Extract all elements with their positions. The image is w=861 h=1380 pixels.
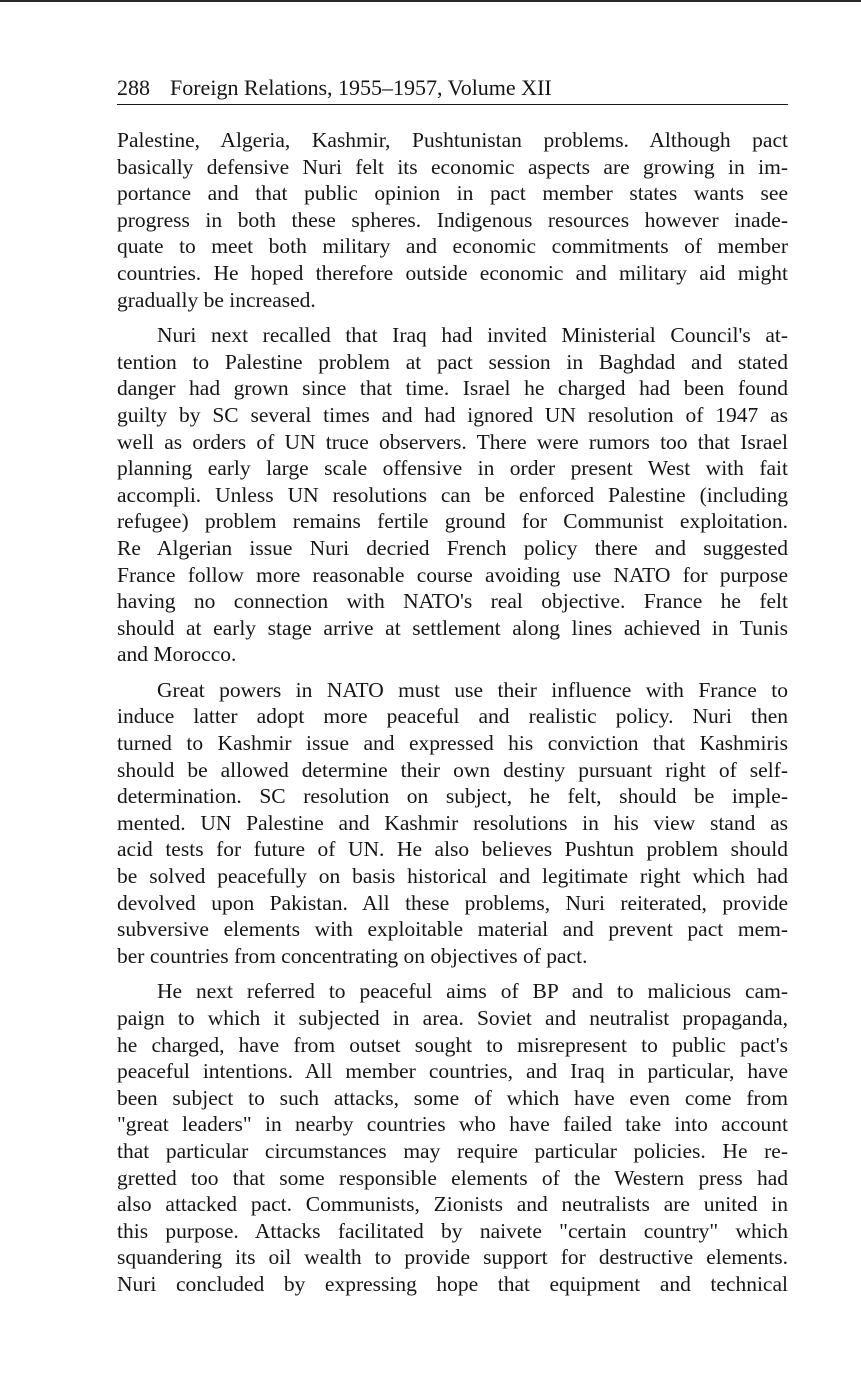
text-line: well as orders of UN truce observers. There were rumors too that Israel xyxy=(117,429,788,454)
text-line: progress in both these spheres. Indigenous resources however inade- xyxy=(117,207,788,232)
text-line: portance and that public opinion in pact member states wants see xyxy=(117,181,788,206)
text-line: gretted too that some responsible elements of the Western press had xyxy=(117,1165,788,1190)
text-line: ber countries from concentrating on objectives of pact. xyxy=(117,943,588,968)
text-line: this purpose. Attacks facilitated by naivete "certain country" which xyxy=(117,1218,788,1243)
text-line: turned to Kashmir issue and expressed his conviction that Kashmiris xyxy=(117,731,788,756)
text-line: devolved upon Pakistan. All these problems, Nuri reiterated, provide xyxy=(117,890,788,915)
text-line: having no connection with NATO's real objective. France he felt xyxy=(117,589,788,614)
text-line: guilty by SC several times and had ignored UN resolution of 1947 as xyxy=(117,402,788,427)
text-line: subversive elements with exploitable material and prevent pact mem- xyxy=(117,917,788,942)
text-line: paign to which it subjected in area. Soviet and neutralist propaganda, xyxy=(117,1006,788,1030)
text-line: refugee) problem remains fertile ground for Communist exploitation. xyxy=(117,509,788,534)
text-line: Nuri concluded by expressing hope that equipment and technical xyxy=(117,1271,788,1296)
text-line: mented. UN Palestine and Kashmir resolutions in his view stand as xyxy=(117,810,788,835)
text-line: peaceful intentions. All member countries, and Iraq in particular, have xyxy=(117,1059,788,1084)
text-line: that particular circumstances may require particular policies. He re- xyxy=(117,1138,788,1163)
text-line: and Morocco. xyxy=(117,642,237,667)
text-line: should be allowed determine their own destiny pursuant right of self- xyxy=(117,757,788,782)
text-line: squandering its oil wealth to provide support for destructive elements. xyxy=(117,1245,788,1270)
paragraph-1 xyxy=(117,127,788,313)
header-title: Foreign Relations, 1955–1957, Volume XII xyxy=(170,75,552,100)
paragraph-2 xyxy=(117,322,788,668)
text-line: be solved peacefully on basis historical and legitimate right which had xyxy=(117,864,788,889)
text-line: acid tests for future of UN. He also believes Pushtun problem should xyxy=(117,837,788,862)
text-line: countries. He hoped therefore outside economic and military aid might xyxy=(117,260,788,285)
text-line: quate to meet both military and economic commitments of member xyxy=(117,234,788,259)
text-line: Re Algerian issue Nuri decried French policy there and suggested xyxy=(117,535,788,560)
body-text xyxy=(117,127,788,1307)
text-line: Nuri next recalled that Iraq had invited Ministerial Council's at- xyxy=(157,323,788,348)
text-line: tention to Palestine problem at pact session in Baghdad and stated xyxy=(117,349,788,374)
text-line: danger had grown since that time. Israel he charged had been found xyxy=(117,376,788,401)
text-line: gradually be increased. xyxy=(117,287,316,312)
text-line: been subject to such attacks, some of which have even come from xyxy=(117,1085,788,1110)
text-line: should at early stage arrive at settlement along lines achieved in Tunis xyxy=(117,615,788,640)
text-line: He next referred to peaceful aims of BP and to malicious cam- xyxy=(157,979,788,1004)
text-line: induce latter adopt more peaceful and realistic policy. Nuri then xyxy=(117,704,788,729)
text-line: planning early large scale offensive in order present West with fait xyxy=(117,456,788,481)
page-top-edge-rule xyxy=(0,0,861,2)
paragraph-4 xyxy=(117,978,788,1297)
text-line: "great leaders" in nearby countries who have failed take into account xyxy=(117,1112,788,1137)
text-line: basically defensive Nuri felt its economic aspects are growing in im- xyxy=(117,154,788,179)
page-number: 288 xyxy=(117,75,150,100)
running-header xyxy=(117,72,788,105)
text-line: he charged, have from outset sought to misrepresent to public pact's xyxy=(117,1032,788,1057)
text-line: Great powers in NATO must use their influence with France to xyxy=(157,677,788,702)
text-line: Palestine, Algeria, Kashmir, Pushtunistan problems. Although pact xyxy=(117,128,788,152)
text-line: France follow more reasonable course avoiding use NATO for purpose xyxy=(117,562,788,587)
text-line: also attacked pact. Communists, Zionists and neutralists are united in xyxy=(117,1192,788,1217)
text-line: accompli. Unless UN resolutions can be enforced Palestine (including xyxy=(117,482,788,507)
paragraph-3 xyxy=(117,677,788,970)
text-line: determination. SC resolution on subject, he felt, should be imple- xyxy=(117,784,788,809)
